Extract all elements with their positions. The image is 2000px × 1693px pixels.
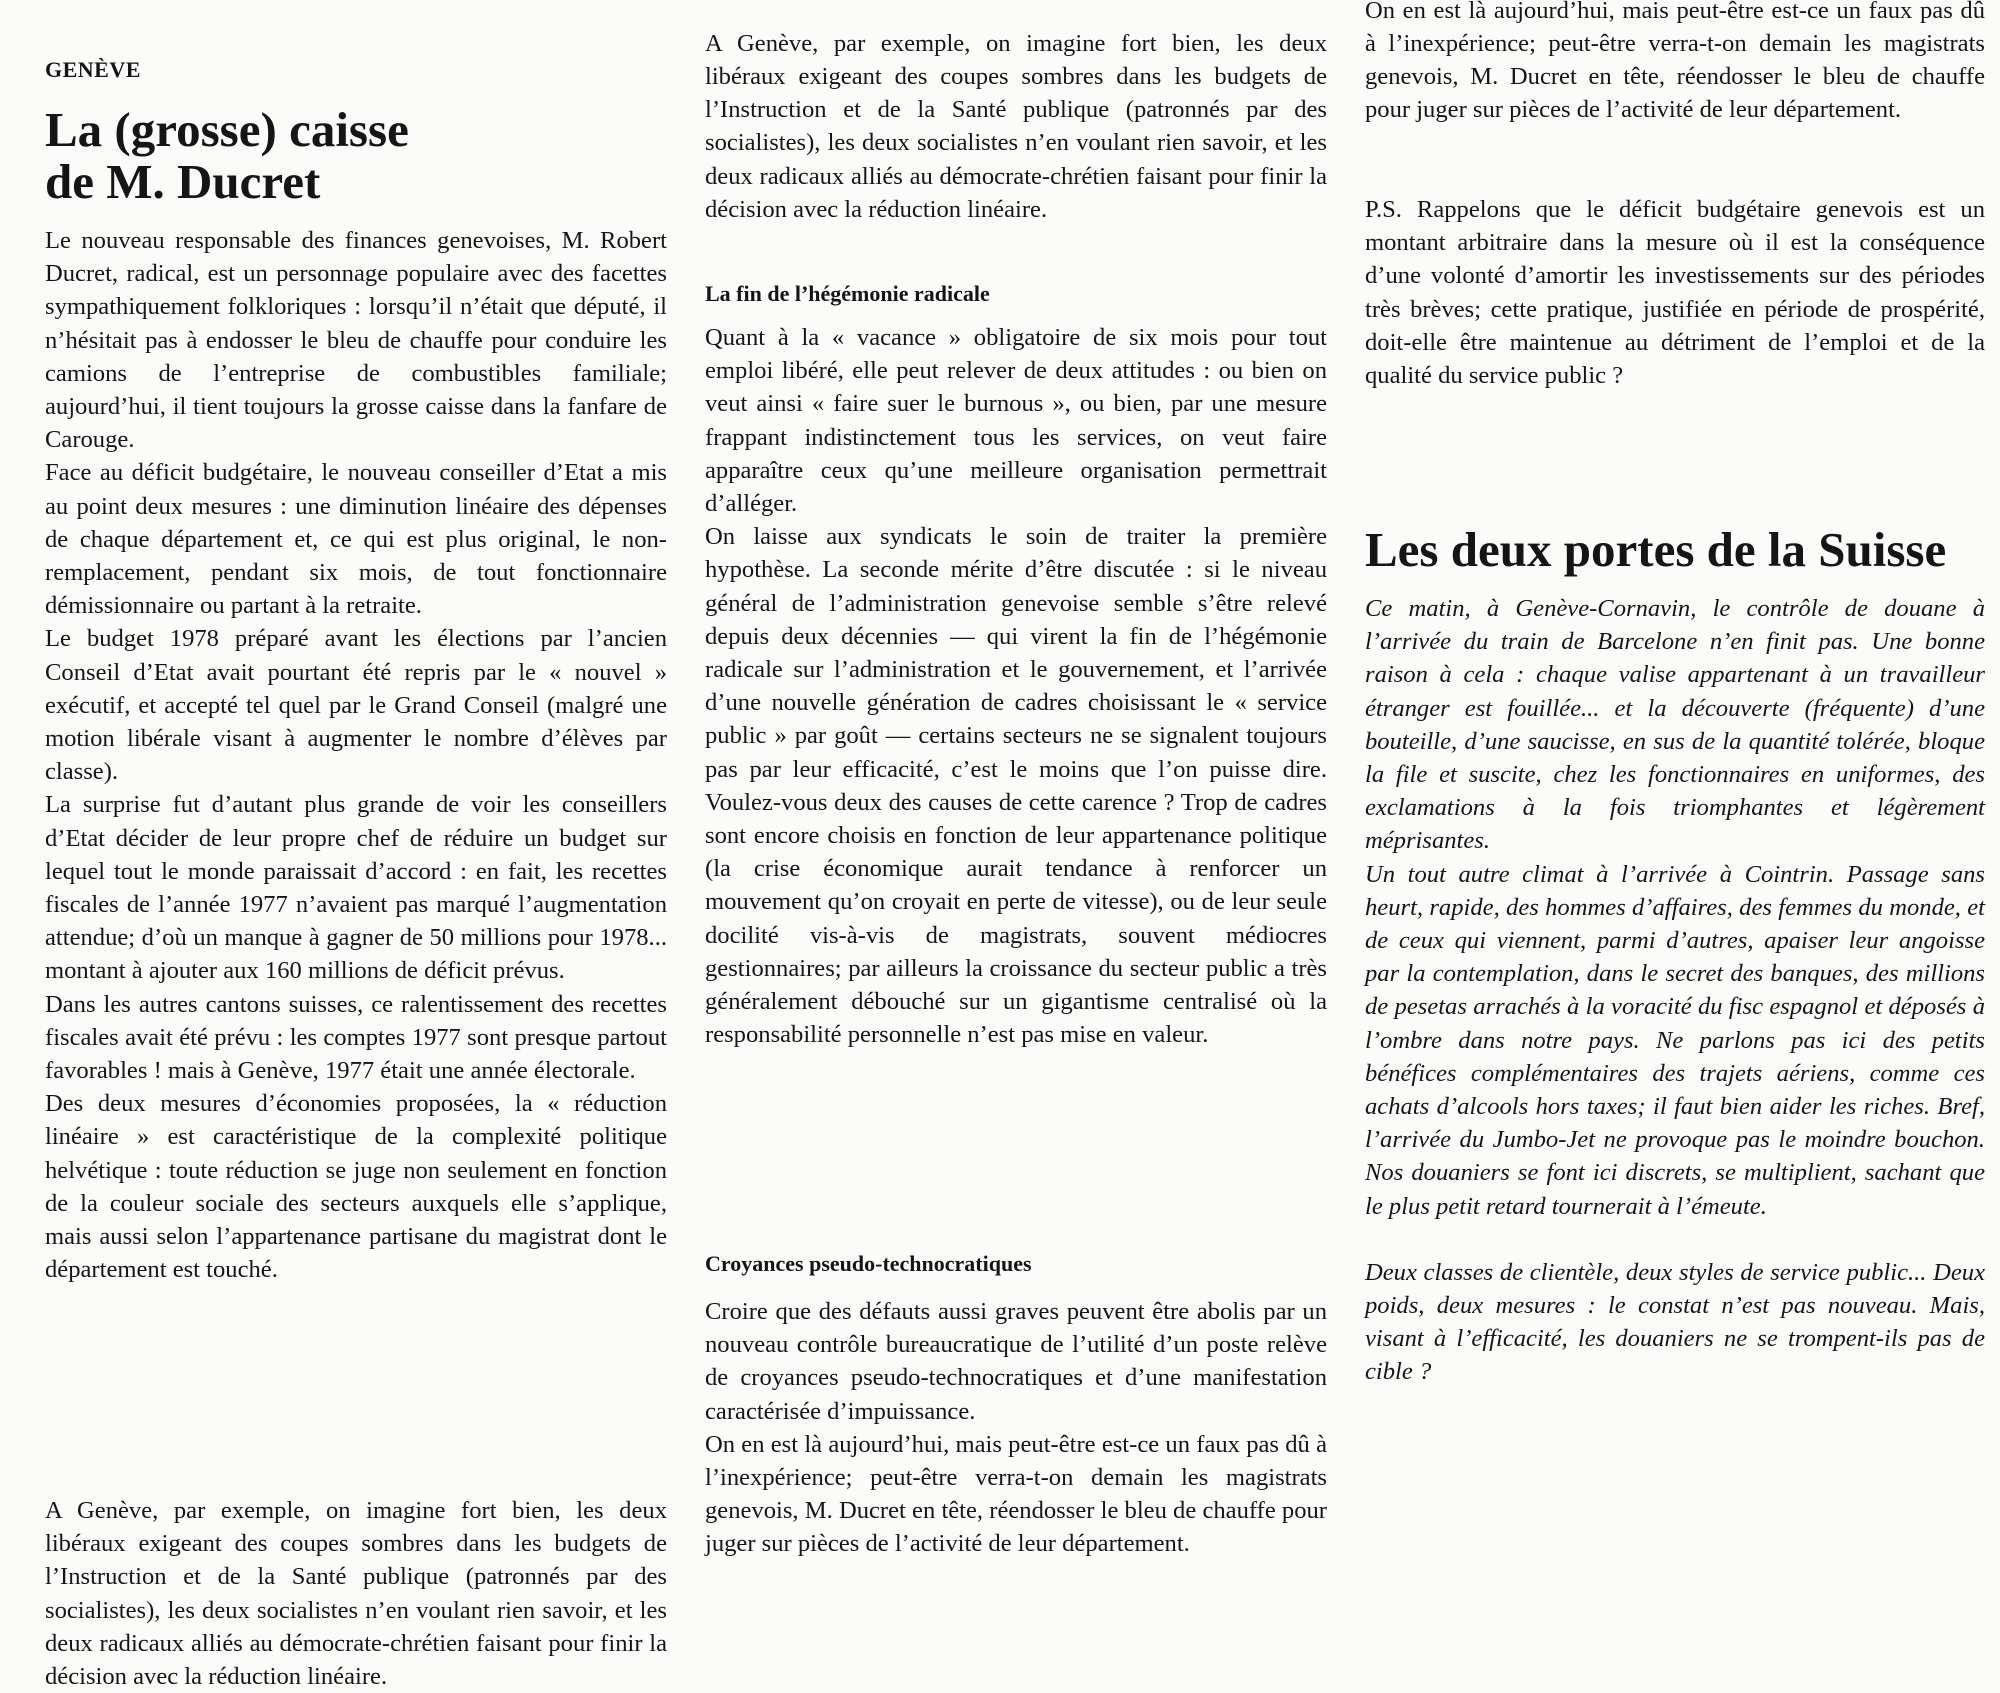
paragraph: La surprise fut d’autant plus grande de voir les conseillers d’Etat décider de leur propre chef de réduire un budget sur lequel tout le monde paraissait d’accord : en fait, les recettes fiscales de l’année 1977 n’avaient pas marqué l’augmentation attendue; d’où un manque à gagner de 50 millions pour 1978... montant à ajouter aux 160 millions de déficit prévus. [45, 791, 667, 985]
section-tag: GENÈVE [45, 57, 141, 82]
postscript [1365, 193, 1985, 392]
paragraph: On en est là aujourd’hui, mais peut-être est-ce un faux pas dû à l’inexpérience; peut-être verra-t-on demain les magistrats genevois, M. Ducret en tête, réendosser le bleu de chauffe pour juger sur pièces de l’activité de leur département. [1365, 0, 1985, 124]
paragraph: Ce matin, à Genève-Cornavin, le contrôle de douane à l’arrivée du train de Barcelone n’en finit pas. Une bonne raison à cela : chaque valise appartenant à un travailleur étranger est fouillée... et la découverte (fréquente) d’une bouteille, d’une saucisse, en sus de la quantité tolérée, bloque la file et suscite, chez les fonctionnaires en uniformes, des exclamations à la fois triomphantes et légèrement méprisantes. [1365, 595, 1985, 855]
article-1-title-line-2: de M. Ducret [45, 154, 321, 209]
paragraph: A Genève, par exemple, on imagine fort bien, les deux libéraux exigeant des coupes sombres dans les budgets de l’Instruction et de la Santé publique (patronnés par des socialistes), les deux socialistes n’en voulant rien savoir, et les deux radicaux alliés au démocrate-chrétien faisant pour finir la décision avec la réduction linéaire. [45, 1497, 667, 1691]
paragraph: On laisse aux syndicats le soin de traiter la première hypothèse. La seconde mérite d’être discutée : si le niveau général de l’administration genevoise semble s’être relevé depuis deux décennies — qui virent la fin de l’hégémonie radicale sur l’administration et le gouvernement, et l’arrivée d’une nouvelle génération de cadres choisissant le « service public » par goût — certains secteurs ne se signalent toujours pas par leur efficacité, c’est le moins que l’on puisse dire. Voulez-vous deux des causes de cette carence ? Trop de cadres sont encore choisis en fonction de leur appartenance politique (la crise économique aurait tendance à renforcer un mouvement qu’on croyait en perte de vitesse), ou de leur seule docilité vis-à-vis de magistrats, souvent médiocres gestionnaires; par ailleurs la croissance du secteur public a très généralement débouché sur un gigantisme centralisé où la responsabilité personnelle n’est pas mise en valeur. [705, 523, 1327, 1049]
paragraph: On en est là aujourd’hui, mais peut-être est-ce un faux pas dû à l’inexpérience; peut-être verra-t-on demain les magistrats genevois, M. Ducret en tête, réendosser le bleu de chauffe pour juger sur pièces de l’activité de leur département. [705, 1430, 1327, 1558]
paragraph: Le budget 1978 préparé avant les élections par l’ancien Conseil d’Etat avait pourtant été repris par le « nouvel » exécutif, et accepté tel quel par le Grand Conseil (malgré une motion libérale visant à augmenter le nombre d’élèves par classe). [45, 625, 667, 786]
paragraph: Croire que des défauts aussi graves peuvent être abolis par un nouveau contrôle bureaucratique de l’utilité d’un poste relève de croyances pseudo-technocratiques et d’une manifestation caractérisée d’impuissance. [705, 1298, 1327, 1425]
article-1-title-line-1: La (grosse) caisse [45, 102, 409, 157]
article-1-title [45, 104, 409, 208]
split-paragraph-end [1365, 0, 1985, 160]
article-2-title: Les deux portes de la Suisse [1365, 522, 1947, 577]
paragraph-continuation-start [45, 1494, 667, 1691]
section-radical [705, 321, 1327, 1051]
paragraph: Face au déficit budgétaire, le nouveau conseiller d’Etat a mis au point deux mesures : une diminution linéaire des dépenses de chaque département et, ce qui est plus original, le non-remplacement, pendant six mois, de tout fonctionnaire démissionnaire ou partant à la retraite. [45, 459, 667, 620]
article-2-body [1365, 592, 1985, 1389]
paragraph: Des deux mesures d’économies proposées, la « réduction linéaire » est caractéristique de la complexité politique helvétique : toute réduction se juge non seulement en fonction de la couleur sociale des secteurs auxquels elle s’applique, mais aussi selon l’appartenance partisane du magistrat dont le département est touché. [45, 1090, 667, 1284]
section-croyances [705, 1295, 1327, 1558]
paragraph: Un tout autre climat à l’arrivée à Cointrin. Passage sans heurt, rapide, des hommes d’affaires, des femmes du monde, et de ceux qui viennent, parmi d’autres, apaiser leur angoisse par la contemplation, dans le secret des banques, des millions de pesetas arrachés à la voracité du fisc espagnol et déposés à l’ombre dans notre pays. Ne parlons pas ici des petits bénéfices complémentaires des trajets aériens, comme ces achats d’alcools hors taxes; il faut bien aider les riches. Bref, l’arrivée du Jumbo-Jet ne provoque pas le moindre bouchon. Nos douaniers se font ici discrets, se multiplient, sachant que le plus petit retard tournerait à l’émeute. [1365, 860, 1985, 1220]
article-1-body-start [45, 224, 667, 1287]
split-paragraph-start [705, 1428, 1327, 1558]
paragraph: Le nouveau responsable des finances genevoises, M. Robert Ducret, radical, est un personnage populaire avec des facettes sympathiquement folkloriques : lorsqu’il n’était que député, il n’hésitait pas à endosser le bleu de chauffe pour conduire les camions de l’entreprise de combustibles familiale; aujourd’hui, il tient toujours la grosse caisse dans la fanfare de Carouge. [45, 227, 667, 454]
paragraph: Quant à la « vacance » obligatoire de six mois pour tout emploi libéré, elle peut relever de deux attitudes : ou bien on veut ainsi « faire suer le burnous », ou bien, par une mesure frappant indistinctement tous les services, on veut faire apparaître ceux qu’une meilleure organisation permettrait d’alléger. [705, 324, 1327, 518]
subheading-radical: La fin de l’hégémonie radicale [705, 281, 990, 306]
paragraph: Deux classes de clientèle, deux styles de service public... Deux poids, deux mesures : le constat n’est pas nouveau. Mais, visant à l’efficacité, les douaniers ne se trompent-ils pas de cible ? [1365, 1258, 1985, 1386]
paragraph: A Genève, par exemple, on imagine fort bien, les deux libéraux exigeant des coupes sombres dans les budgets de l’Instruction et de la Santé publique (patronnés par des socialistes), les deux socialistes n’en voulant rien savoir, et les deux radicaux alliés au démocrate-chrétien faisant pour finir la décision avec la réduction linéaire. [705, 29, 1327, 223]
subheading-croyances: Croyances pseudo-technocratiques [705, 1251, 1032, 1276]
postscript-text: P.S. Rappelons que le déficit budgétaire genevois est un montant arbitraire dans la mesure où il est la conséquence d’une volonté d’amortir les investissements sur des périodes très brèves; cette pratique, justifiée en période de prospérité, doit-elle être maintenue au détriment de l’emploi et de la qualité du service public ? [1365, 196, 1985, 390]
paragraph: Dans les autres cantons suisses, ce ralentissement des recettes fiscales avait été prévu : les comptes 1977 sont presque partout favorables ! mais à Genève, 1977 était une année électorale. [45, 990, 667, 1085]
paragraph-continuation-end [705, 29, 1327, 260]
